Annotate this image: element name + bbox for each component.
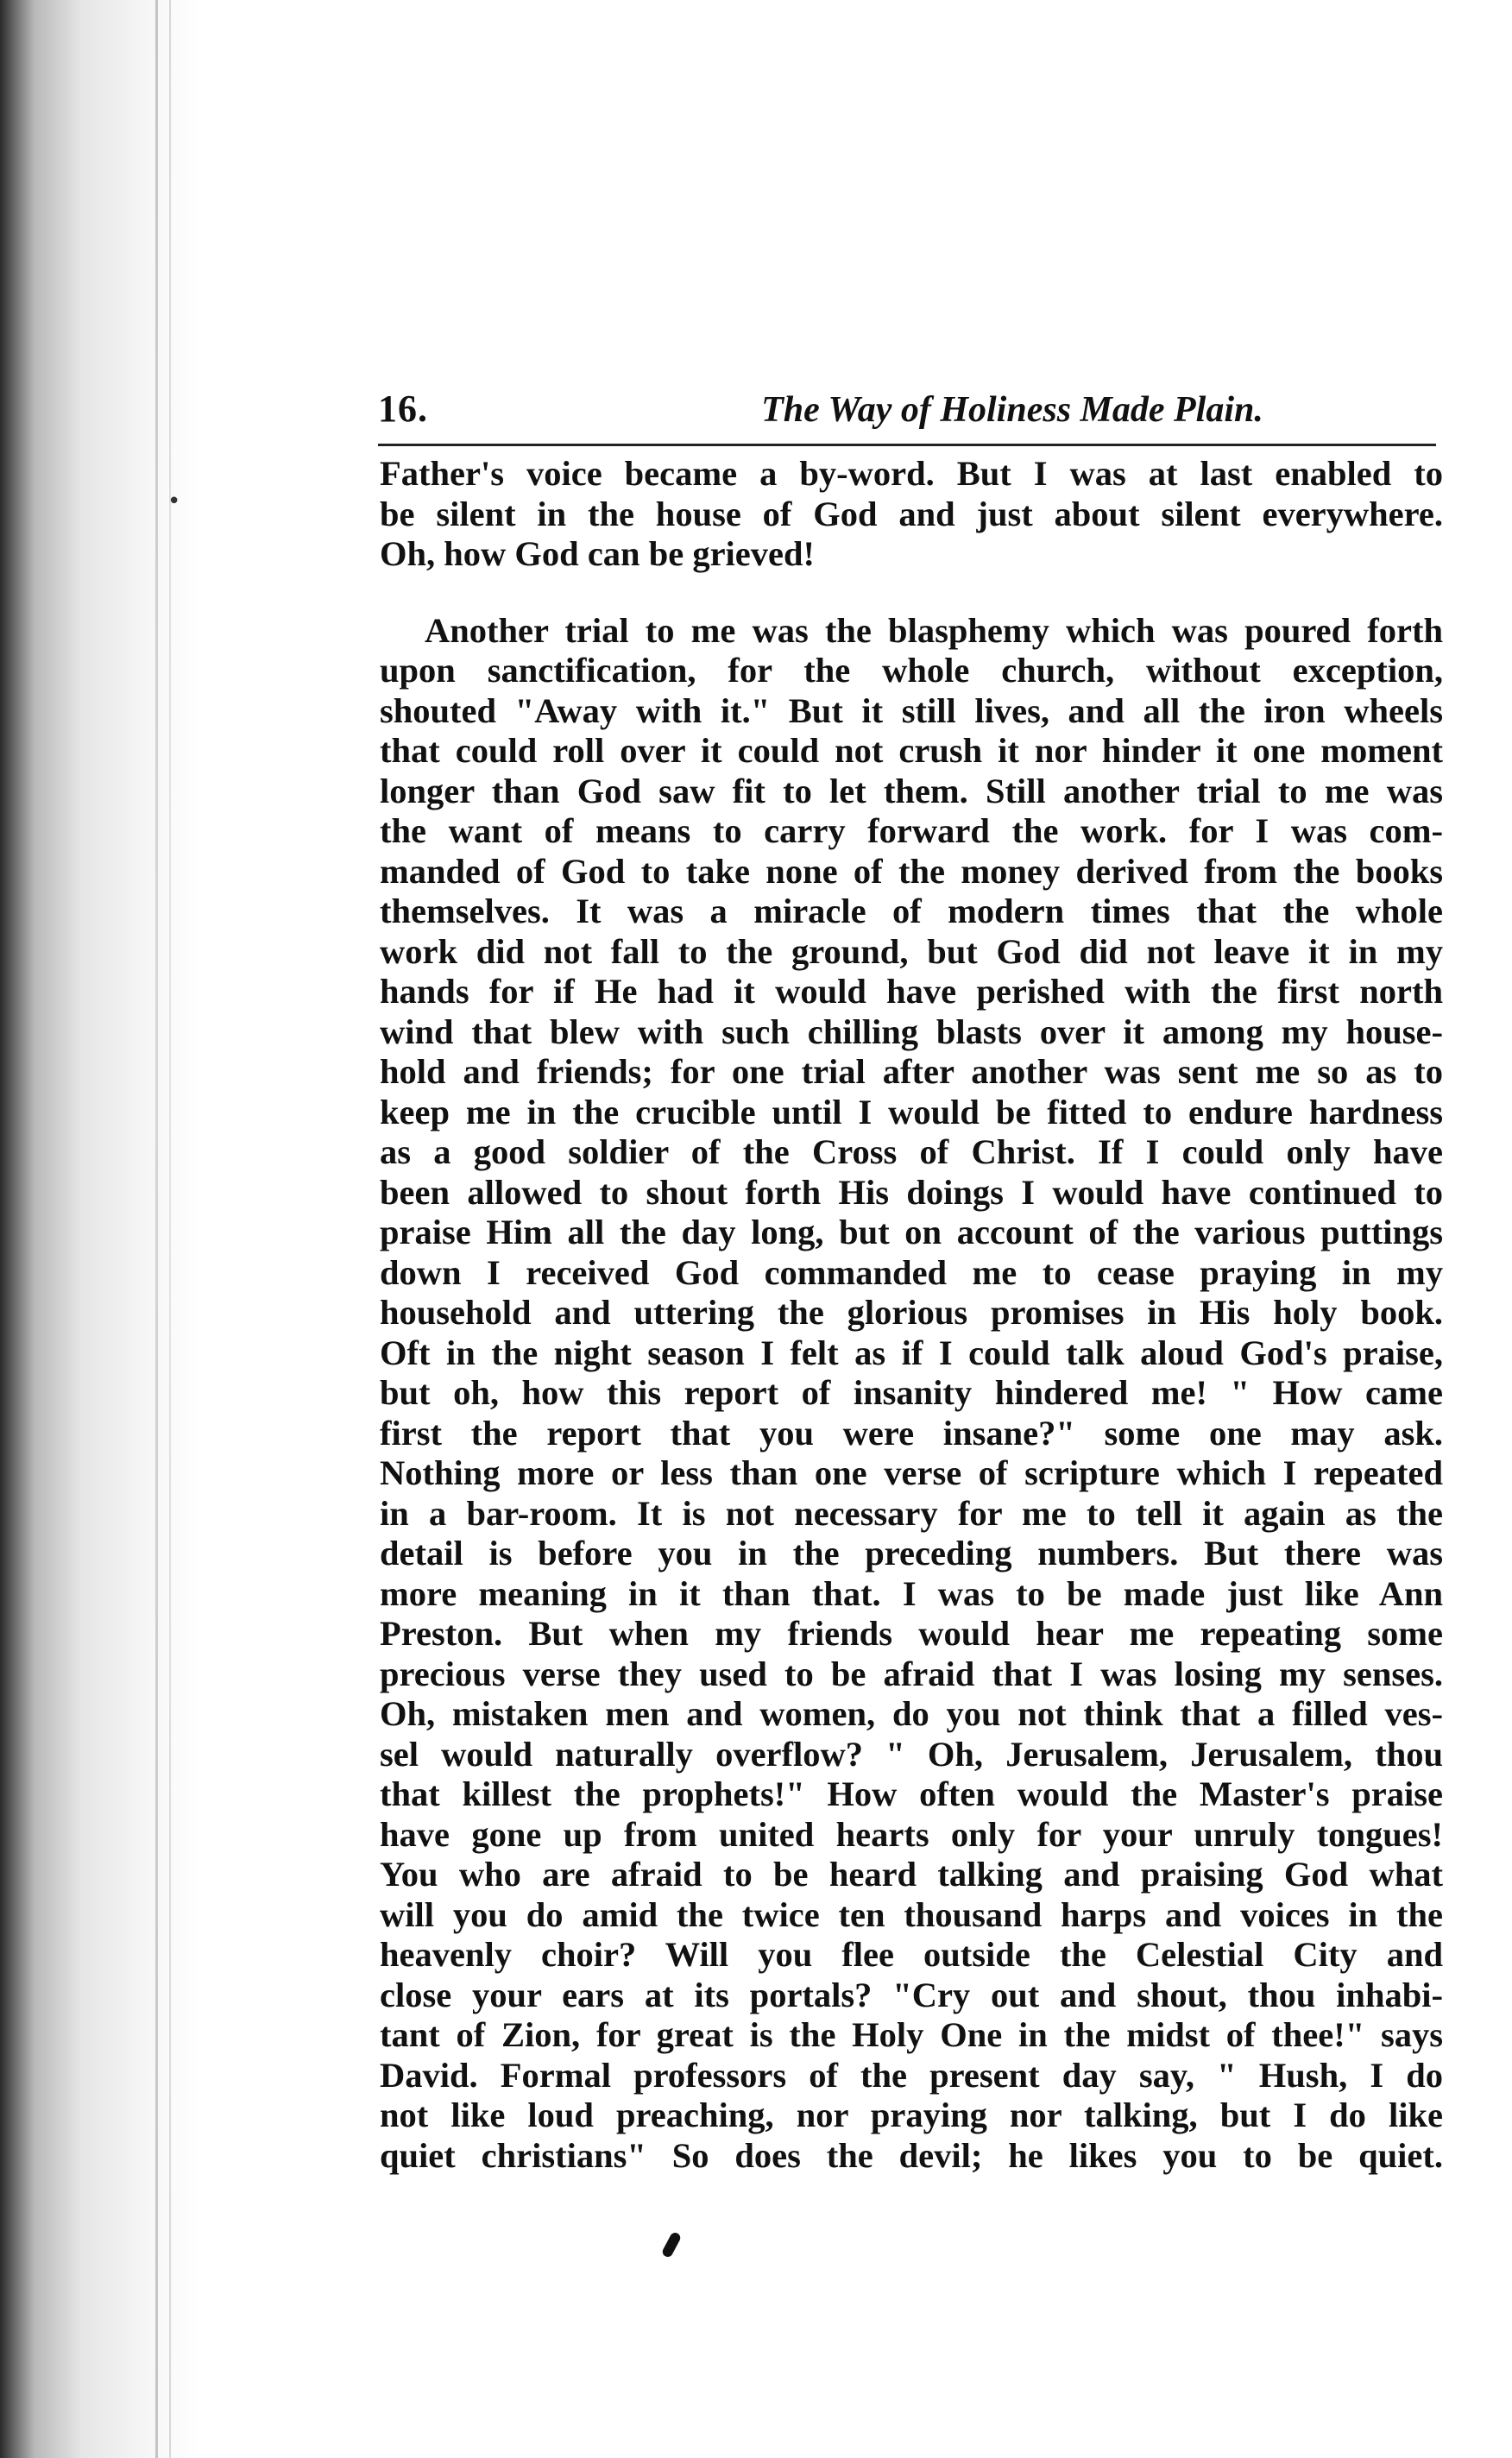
text-line: more meaning in it than that. I was to be made just like Ann xyxy=(380,1573,1443,1613)
text-line: quiet christians" So does the devil; he likes you to be quiet. xyxy=(380,2135,1443,2175)
text-line: shouted "Away with it." But it still lives, and all the iron wheels xyxy=(380,690,1443,730)
text-line: will you do amid the twice ten thousand harps and voices in the xyxy=(380,1894,1443,1934)
running-title: The Way of Holiness Made Plain. xyxy=(761,390,1263,430)
text-line: that could roll over it could not crush it nor hinder it one moment xyxy=(380,731,1443,770)
text-line: household and uttering the glorious promises in His holy book. xyxy=(380,1293,1443,1332)
text-line: Oh, how God can be grieved! xyxy=(380,534,816,573)
text-line: first the report that you were insane?" some one may ask. xyxy=(380,1413,1443,1453)
text-line: as a good soldier of the Cross of Christ. If I could only have xyxy=(380,1132,1443,1171)
text-line: Oh, mistaken men and women, do you not think that a filled ves- xyxy=(380,1694,1443,1733)
paragraph-gap xyxy=(380,575,1443,611)
text-line: longer than God saw fit to let them. Still another trial to me was xyxy=(380,771,1443,810)
text-line: that killest the prophets!" How often would the Master's praise xyxy=(380,1774,1443,1813)
page-fold-line xyxy=(169,0,171,2458)
text-line: in a bar-room. It is not necessary for me to tell it again as the xyxy=(380,1493,1443,1533)
text-line: tant of Zion, for great is the Holy One in the midst of thee!" says xyxy=(380,2015,1443,2054)
text-line: Preston. But when my friends would hear me repeating some xyxy=(380,1614,1443,1653)
text-line: You who are afraid to be heard talking and praising God what xyxy=(380,1855,1443,1894)
text-line: keep me in the crucible until I would be fitted to endure hardness xyxy=(380,1092,1443,1131)
text-line: David. Formal professors of the present day say, " Hush, I do xyxy=(380,2055,1443,2095)
text-line: close your ears at its portals? "Cry out and shout, thou inhabi- xyxy=(380,1975,1443,2014)
text-line: been allowed to shout forth His doings I would have continued to xyxy=(380,1172,1443,1212)
text-line: down I received God commanded me to cease praying in my xyxy=(380,1252,1443,1292)
text-line: wind that blew with such chilling blasts over it among my house- xyxy=(380,1012,1443,1051)
text-line: Father's voice became a by-word. But I was at last enabled to xyxy=(380,454,1443,493)
text-line: sel would naturally overflow? " Oh, Jerusalem, Jerusalem, thou xyxy=(380,1734,1443,1774)
text-line: but oh, how this report of insanity hindered me! " How came xyxy=(380,1373,1443,1412)
text-line: not like loud preaching, nor praying nor talking, but I do like xyxy=(380,2096,1443,2134)
text-line: praise Him all the day long, but on account of the various puttings xyxy=(380,1213,1443,1251)
text-line: Another trial to me was the blasphemy which was poured forth xyxy=(425,610,1443,650)
text-line: hold and friends; for one trial after another was sent me so as to xyxy=(380,1052,1443,1091)
text-line: have gone up from united hearts only for your unruly tongues! xyxy=(380,1814,1443,1854)
text-line: the want of means to carry forward the work. for I was com- xyxy=(380,811,1443,850)
body-text xyxy=(380,454,1443,2176)
header-rule xyxy=(378,444,1436,446)
text-line: be silent in the house of God and just about silent everywhere. xyxy=(380,494,1443,533)
text-line: Oft in the night season I felt as if I could talk aloud God's praise, xyxy=(380,1333,1443,1372)
text-line: heavenly choir? Will you flee outside the Celestial City and xyxy=(380,1935,1443,1974)
margin-mark: • xyxy=(167,488,181,514)
text-line: work did not fall to the ground, but God did not leave it in my xyxy=(380,931,1443,971)
running-header xyxy=(378,387,1440,438)
text-line: detail is before you in the preceding numbers. But there was xyxy=(380,1534,1443,1572)
text-line: upon sanctification, for the whole church, without exception, xyxy=(380,651,1443,690)
text-line: precious verse they used to be afraid that I was losing my senses. xyxy=(380,1654,1443,1693)
ink-mark xyxy=(661,2231,683,2259)
page-fold-line xyxy=(155,0,158,2458)
text-line: manded of God to take none of the money derived from the books xyxy=(380,851,1443,891)
text-line: Nothing more or less than one verse of scripture which I repeated xyxy=(380,1453,1443,1492)
page-number: 16. xyxy=(378,388,428,430)
text-line: hands for if He had it would have perished with the first north xyxy=(380,972,1443,1011)
text-line: themselves. It was a miracle of modern times that the whole xyxy=(380,892,1443,930)
